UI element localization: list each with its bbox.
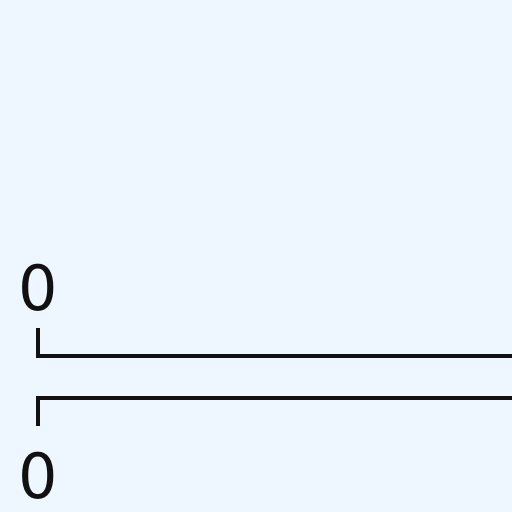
bottom-ruler: [38, 398, 512, 426]
bottom-ruler-zero-label: 0: [18, 440, 58, 512]
top-ruler: [38, 328, 512, 356]
top-ruler-zero-label: 0: [18, 252, 58, 325]
